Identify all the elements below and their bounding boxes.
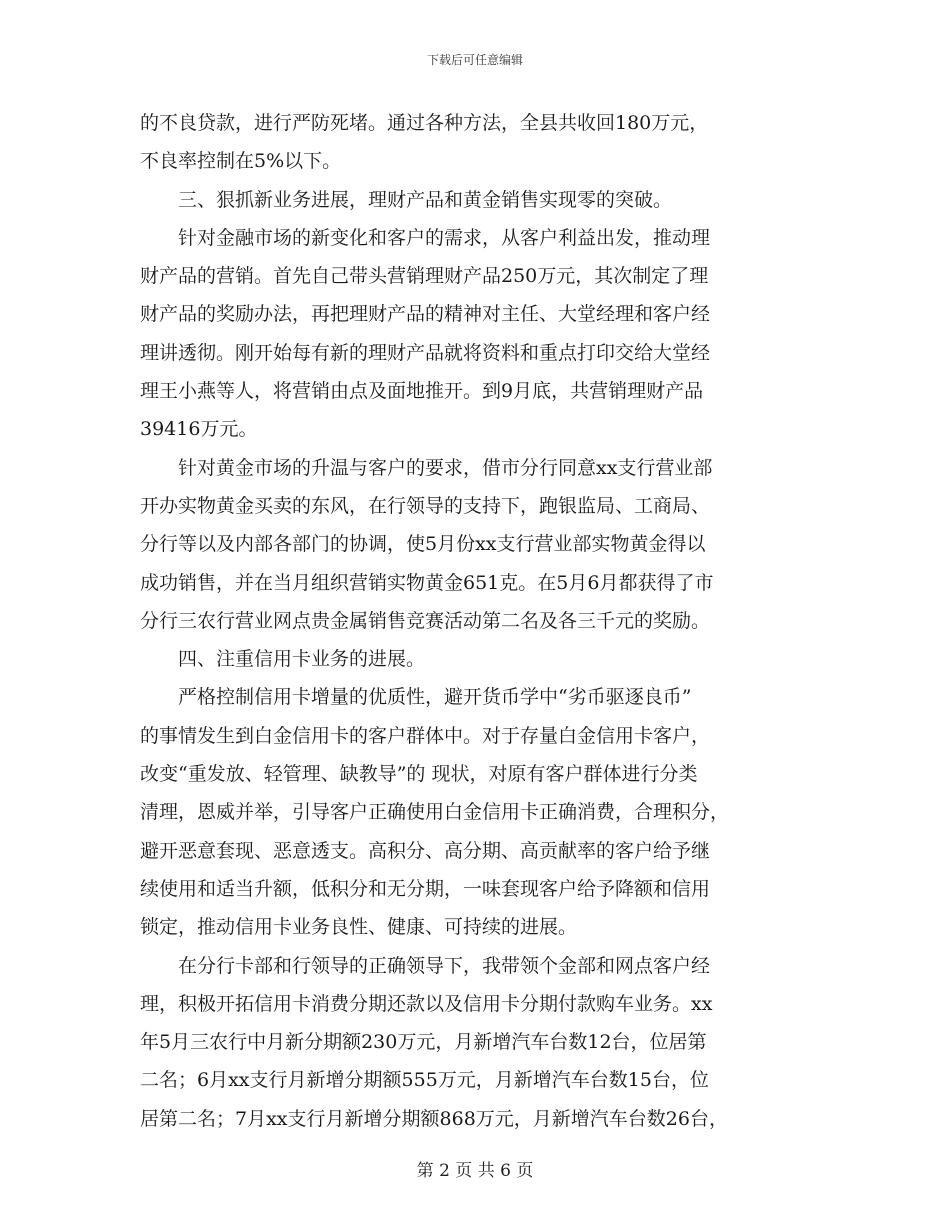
text-line: 严格控制信用卡增量的优质性，避开货币学中“劣币驱逐良币” (178, 686, 692, 709)
page-footer: 第 2 页 共 6 页 (416, 1161, 534, 1181)
text-line: 年5月三农行中月新分期额230万元，月新增汽车台数12台，位居第 (140, 1031, 707, 1054)
document-body (140, 104, 830, 1138)
text-line: 避开恶意套现、恶意透支。高积分、高分期、高贡献率的客户给予继 (140, 839, 711, 862)
text-line: 成功销售，并在当月组织营销实物黄金651克。在5月6月都获得了市 (140, 571, 714, 594)
text-line: 在分行卡部和行领导的正确领导下，我带领个金部和网点客户经 (178, 954, 711, 977)
text-line: 二名；6月xx支行月新增分期额555万元，月新增汽车台数15台，位 (140, 1069, 709, 1092)
text-line: 居第二名；7月xx支行月新增分期额868万元，月新增汽车台数26台， (140, 1107, 728, 1130)
text-line: 财产品的营销。首先自己带头营销理财产品250万元，其次制定了理 (140, 265, 709, 288)
text-line: 的不良贷款，进行严防死堵。通过各种方法，全县共收回180万元， (140, 112, 709, 134)
text-line: 理王小燕等人，将营销由点及面地推开。到9月底，共营销理财产品 (140, 380, 704, 403)
text-line: 四、注重信用卡业务的进展。 (178, 648, 426, 671)
text-line: 三、狠抓新业务进展，理财产品和黄金销售实现零的突破。 (178, 188, 673, 211)
text-line: 改变“重发放、轻管理、缺教导”的 现状，对原有客户群体进行分类 (140, 763, 698, 786)
text-line: 分行等以及内部各部门的协调，使5月份xx支行营业部实物黄金得以 (140, 533, 706, 556)
text-line: 锁定，推动信用卡业务良性、健康、可持续的进展。 (140, 916, 578, 939)
text-line: 开办实物黄金买卖的东风，在行领导的支持下，跑银监局、工商局、 (140, 494, 711, 517)
text-line: 针对金融市场的新变化和客户的需求，从客户利益出发，推动理 (178, 226, 711, 249)
text-line: 不良率控制在5%以下。 (140, 150, 342, 173)
text-line: 理讲透彻。刚开始每有新的理财产品就将资料和重点打印交给大堂经 (140, 341, 711, 364)
text-line: 分行三农行营业网点贵金属销售竞赛活动第二名及各三千元的奖励。 (140, 609, 711, 632)
page-header: 下载后可任意编辑 (426, 53, 523, 67)
text-line: 针对黄金市场的升温与客户的要求，借市分行同意xx支行营业部 (178, 456, 713, 479)
text-line: 的事情发生到白金信用卡的客户群体中。对于存量白金信用卡客户， (140, 724, 711, 747)
text-line: 理，积极开拓信用卡消费分期还款以及信用卡分期付款购车业务。xx (140, 992, 713, 1015)
text-line: 清理，恩威并举，引导客户正确使用白金信用卡正确消费，合理积分， (140, 801, 730, 824)
text-line: 续使用和适当升额，低积分和无分期，一味套现客户给予降额和信用 (140, 877, 711, 900)
text-line: 财产品的奖励办法，再把理财产品的精神对主任、大堂经理和客户经 (140, 303, 711, 326)
text-line: 39416万元。 (140, 418, 258, 441)
